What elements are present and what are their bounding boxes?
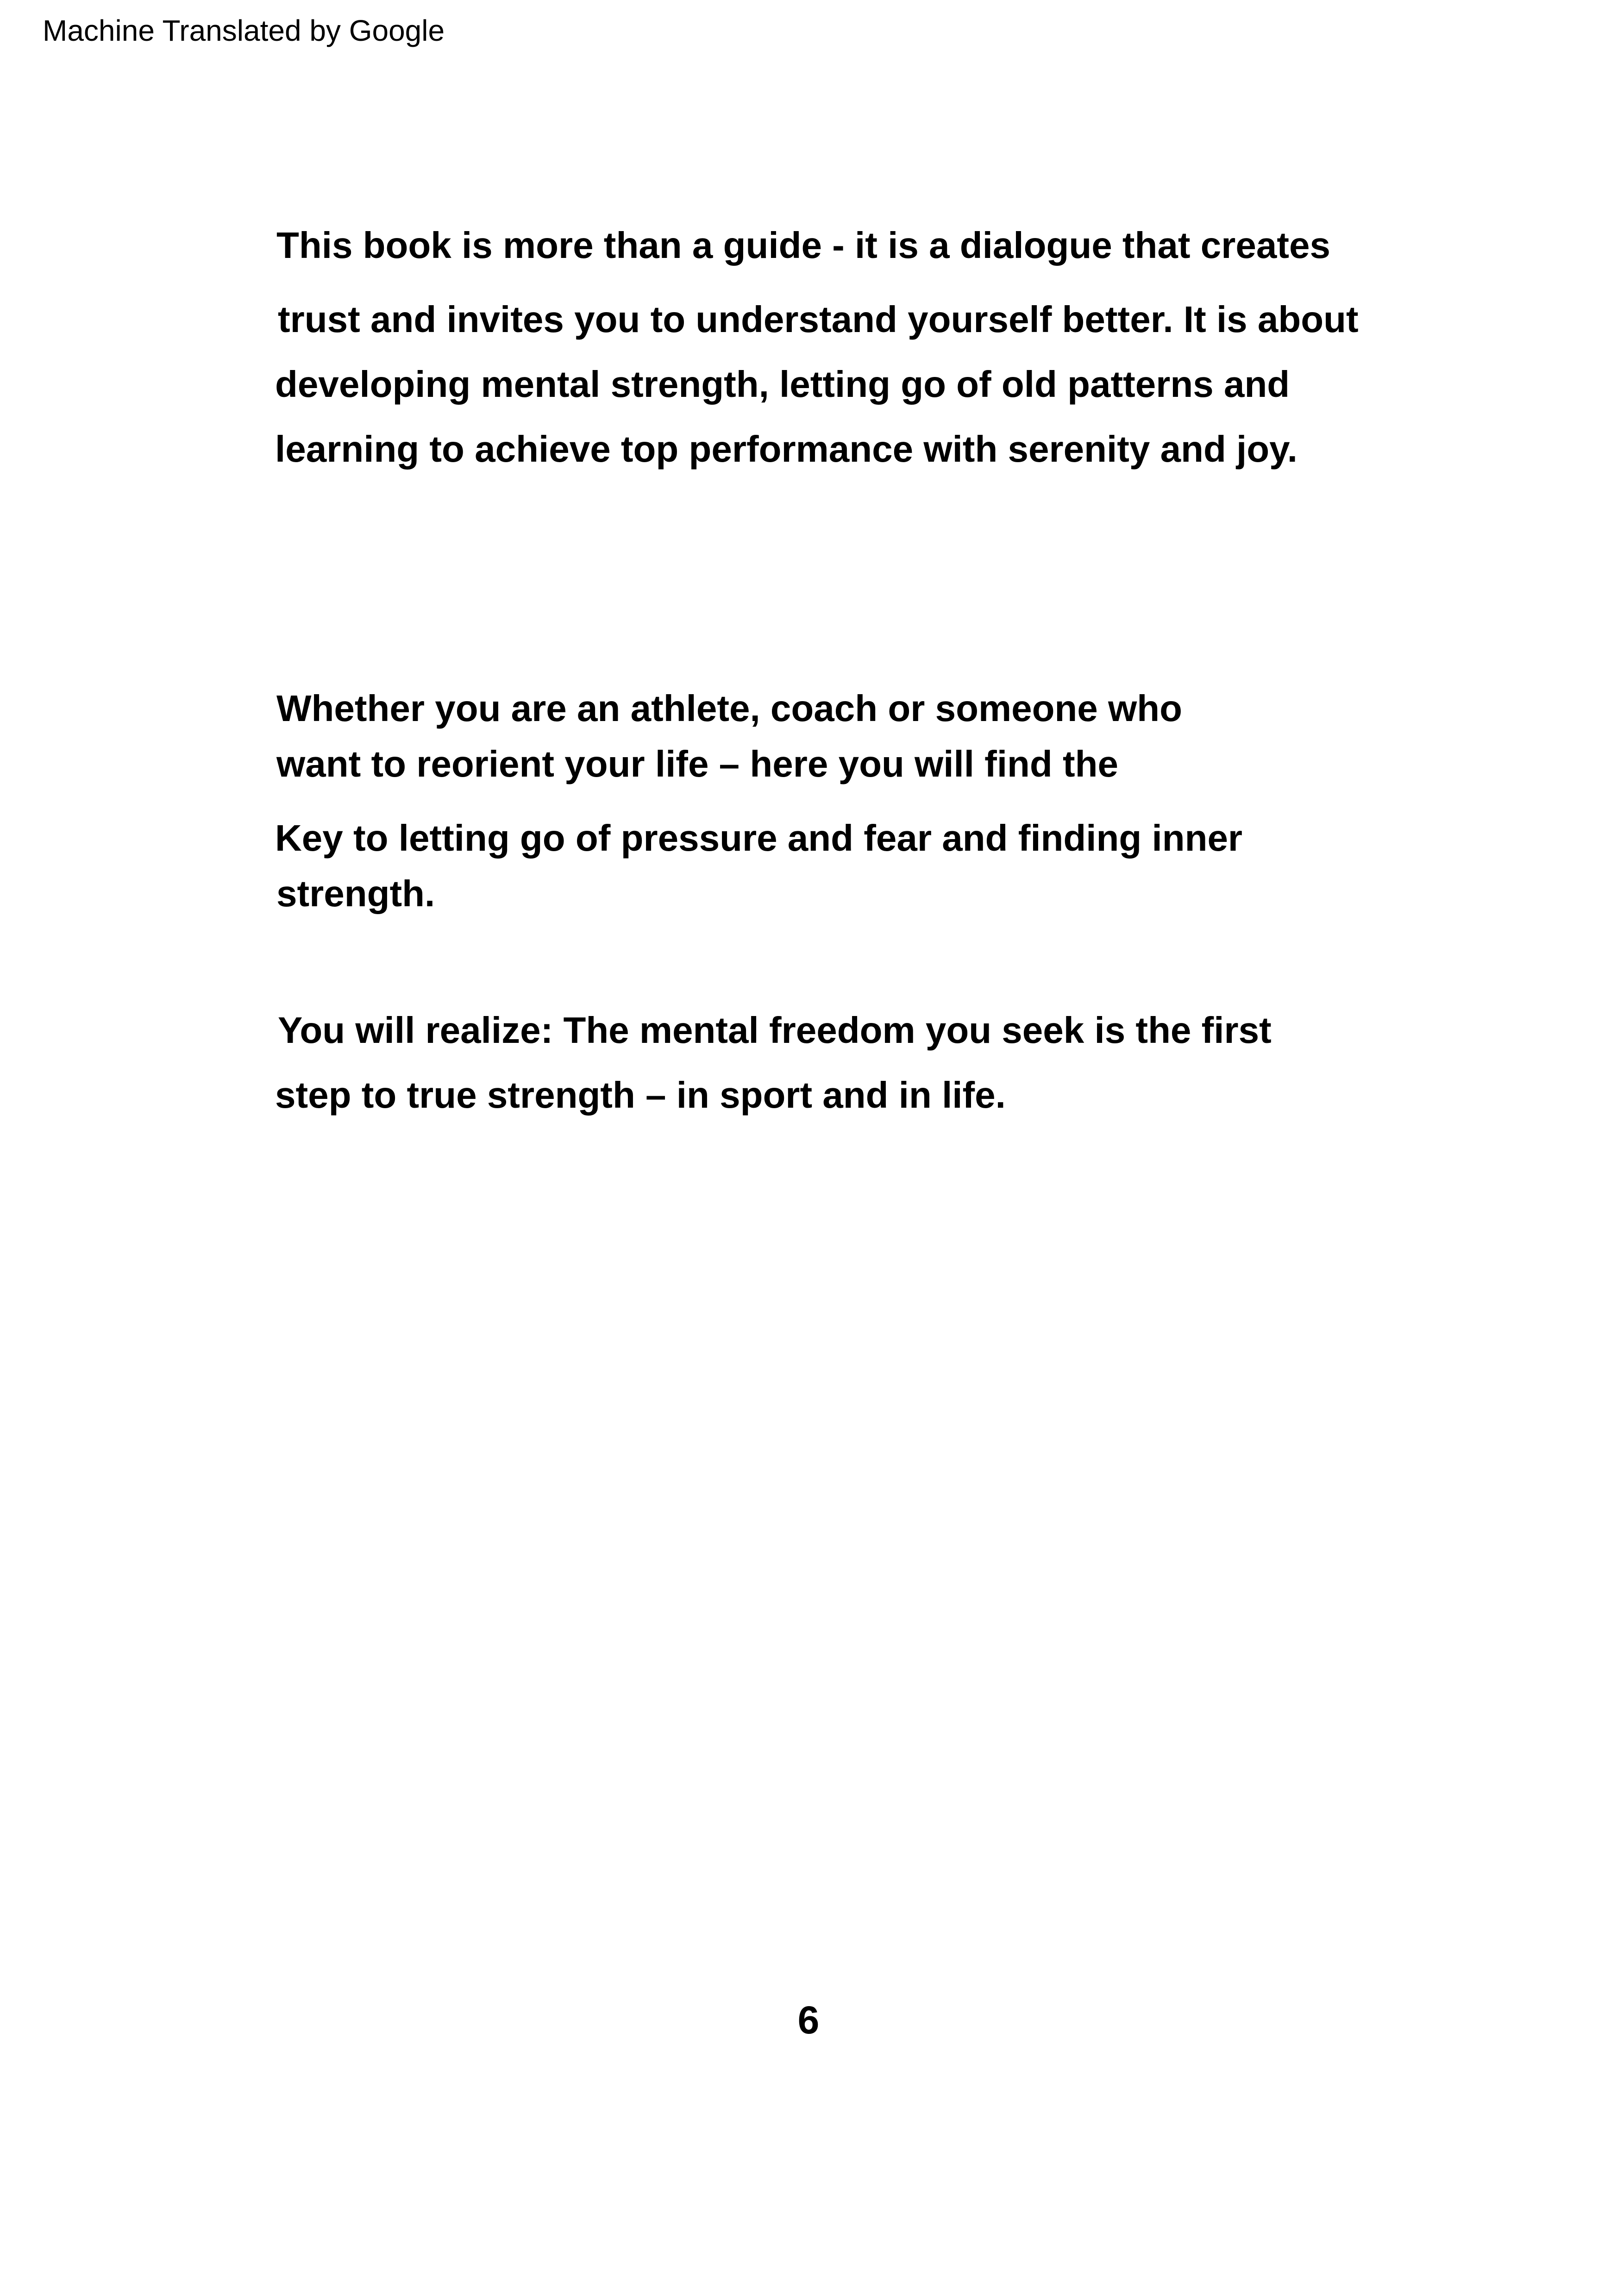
paragraph-line: Whether you are an athlete, coach or someone who: [276, 688, 1182, 729]
paragraph-line: This book is more than a guide - it is a dialogue that creates: [276, 225, 1331, 266]
paragraph-line: Key to letting go of pressure and fear and finding inner: [275, 817, 1243, 859]
paragraph-line: step to true strength – in sport and in life.: [275, 1074, 1006, 1116]
page-number: 6: [797, 1998, 820, 2042]
paragraph-line: trust and invites you to understand yourself better. It is about: [278, 299, 1359, 340]
paragraph-line: strength.: [276, 873, 435, 914]
paragraph-line: You will realize: The mental freedom you seek is the first: [278, 1010, 1272, 1051]
paragraph-line: developing mental strength, letting go of old patterns and: [275, 364, 1290, 405]
paragraph-line: learning to achieve top performance with serenity and joy.: [275, 428, 1297, 470]
paragraph-line: want to reorient your life – here you will find the: [276, 743, 1119, 784]
machine-translation-note: Machine Translated by Google: [43, 14, 445, 47]
